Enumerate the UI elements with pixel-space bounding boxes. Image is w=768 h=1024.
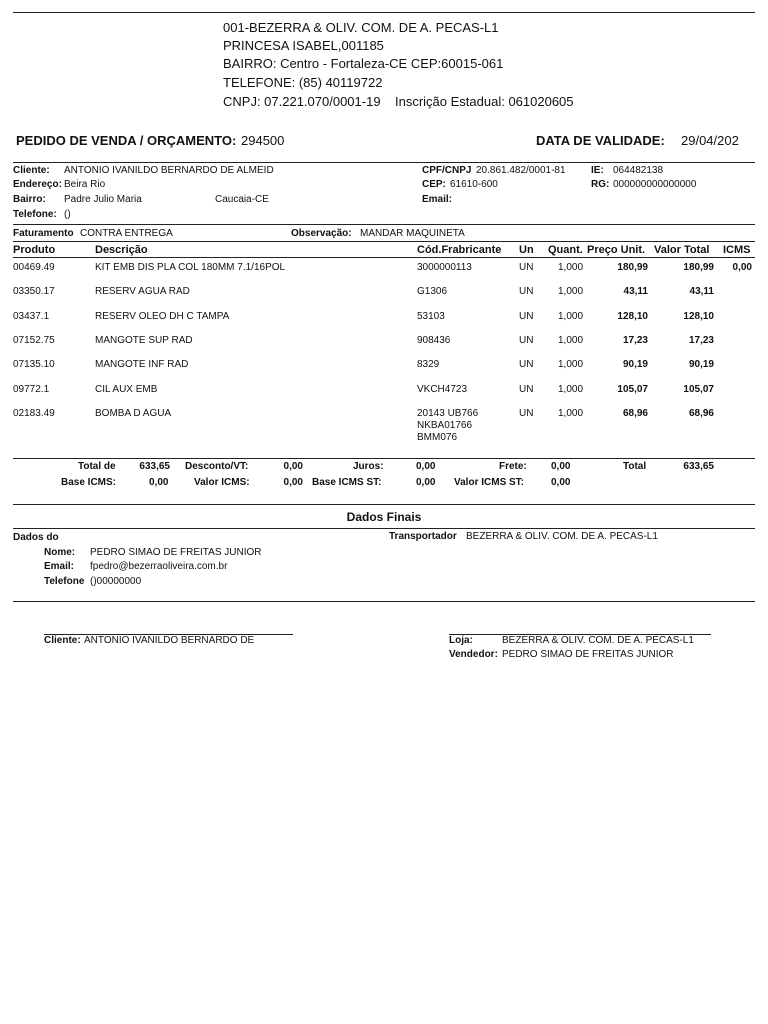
valor-icms-st-value: 0,00 bbox=[551, 477, 571, 488]
cell-total: 128,10 bbox=[683, 311, 714, 322]
base-icms-st-label: Base ICMS ST: bbox=[312, 477, 382, 488]
divider-billing bbox=[13, 224, 755, 225]
client-city: Caucaia-CE bbox=[215, 194, 269, 205]
divider-totals-top bbox=[13, 458, 755, 459]
header-un: Un bbox=[519, 244, 534, 256]
cell-preco: 43,11 bbox=[623, 286, 648, 297]
desconto-label: Desconto/VT: bbox=[185, 461, 249, 472]
divider-client-top bbox=[13, 162, 755, 163]
cell-produto: 03437.1 bbox=[13, 311, 50, 322]
base-icms-st-value: 0,00 bbox=[416, 477, 436, 488]
cell-un: UN bbox=[519, 335, 534, 346]
base-icms-value: 0,00 bbox=[149, 477, 169, 488]
cell-quant: 1,000 bbox=[558, 408, 584, 419]
observation-label: Observação: bbox=[291, 228, 352, 239]
cell-descricao: MANGOTE SUP RAD bbox=[95, 335, 193, 346]
divider-signatures bbox=[13, 601, 755, 602]
ie-label: IE: bbox=[591, 165, 604, 176]
company-cnpj: CNPJ: 07.221.070/0001-19 bbox=[223, 94, 381, 109]
total-de-label: Total de bbox=[78, 461, 116, 472]
signature-seller-name: PEDRO SIMAO DE FREITAS JUNIOR bbox=[502, 649, 674, 660]
cell-quant: 1,000 bbox=[558, 335, 584, 346]
cell-produto: 07135.10 bbox=[13, 359, 55, 370]
header-quant: Quant. bbox=[548, 244, 583, 256]
company-ie: Inscrição Estadual: 061020605 bbox=[395, 94, 574, 109]
frete-label: Frete: bbox=[499, 461, 527, 472]
transporter-label: Transportador bbox=[389, 531, 457, 542]
cell-descricao: BOMBA D AGUA bbox=[95, 408, 172, 419]
cell-descricao: MANGOTE INF RAD bbox=[95, 359, 189, 370]
juros-value: 0,00 bbox=[416, 461, 436, 472]
total-label: Total bbox=[623, 461, 647, 472]
cell-total: 17,23 bbox=[688, 335, 714, 346]
cell-un: UN bbox=[519, 286, 534, 297]
header-produto: Produto bbox=[13, 244, 56, 256]
client-cep: 61610-600 bbox=[450, 179, 498, 190]
cell-quant: 1,000 bbox=[558, 359, 584, 370]
top-divider bbox=[13, 12, 755, 13]
order-number: 294500 bbox=[241, 133, 285, 148]
dados-label: Dados do bbox=[13, 532, 59, 543]
seller-email-label: Email: bbox=[44, 561, 75, 572]
client-rg: 000000000000000 bbox=[613, 179, 697, 190]
base-icms-label: Base ICMS: bbox=[61, 477, 117, 488]
cell-produto: 02183.49 bbox=[13, 408, 55, 419]
signature-store-name: BEZERRA & OLIV. COM. DE A. PECAS-L1 bbox=[502, 635, 694, 646]
divider-table-header bbox=[13, 257, 755, 258]
cell-total: 105,07 bbox=[683, 384, 714, 395]
desconto-value: 0,00 bbox=[283, 461, 303, 472]
cell-descricao: CIL AUX EMB bbox=[95, 384, 158, 395]
company-address: PRINCESA ISABEL,001185 bbox=[223, 38, 384, 53]
juros-label: Juros: bbox=[353, 461, 384, 472]
cell-un: UN bbox=[519, 359, 534, 370]
cell-un: UN bbox=[519, 408, 534, 419]
company-district: BAIRRO: Centro - Fortaleza-CE CEP:60015-061 bbox=[223, 56, 504, 71]
client-ie: 064482138 bbox=[613, 165, 664, 176]
cell-preco: 180,99 bbox=[617, 262, 648, 273]
header-cod: Cód.Frabricante bbox=[417, 244, 502, 256]
client-name: ANTONIO IVANILDO BERNARDO DE ALMEID bbox=[64, 165, 274, 176]
company-phone: TELEFONE: (85) 40119722 bbox=[223, 75, 383, 90]
valor-icms-label: Valor ICMS: bbox=[194, 477, 250, 488]
cell-cod: 908436 bbox=[417, 335, 451, 346]
rg-label: RG: bbox=[591, 179, 610, 190]
valor-icms-value: 0,00 bbox=[283, 477, 303, 488]
seller-phone-label: Telefone bbox=[44, 576, 85, 587]
cell-preco: 68,96 bbox=[622, 408, 648, 419]
email-label: Email: bbox=[422, 194, 453, 205]
phone-label: Telefone: bbox=[13, 209, 57, 220]
cell-cod: 3000000113 bbox=[417, 262, 472, 273]
client-label: Cliente: bbox=[13, 165, 50, 176]
divider-final-title bbox=[13, 528, 755, 529]
cell-cod: 20143 UB766 bbox=[417, 408, 479, 419]
cell-quant: 1,000 bbox=[558, 311, 584, 322]
cell-quant: 1,000 bbox=[558, 262, 584, 273]
cell-total: 180,99 bbox=[683, 262, 714, 273]
validity-date: 29/04/202 bbox=[681, 133, 739, 148]
cell-un: UN bbox=[519, 311, 534, 322]
cell-quant: 1,000 bbox=[558, 384, 584, 395]
cell-descricao: KIT EMB DIS PLA COL 180MM 7.1/16POL bbox=[95, 262, 286, 273]
cell-produto: 09772.1 bbox=[13, 384, 50, 395]
cell-produto: 03350.17 bbox=[13, 286, 55, 297]
signature-client-label: Cliente: bbox=[44, 635, 81, 646]
cell-preco: 105,07 bbox=[617, 384, 648, 395]
signature-seller-label: Vendedor: bbox=[449, 649, 498, 660]
divider-table-top bbox=[13, 241, 755, 242]
header-icms: ICMS bbox=[723, 244, 751, 256]
cell-total: 43,11 bbox=[689, 286, 714, 297]
cell-cod: G1306 bbox=[417, 286, 448, 297]
total-de-value: 633,65 bbox=[139, 461, 170, 472]
header-preco: Preço Unit. bbox=[587, 244, 646, 256]
cell-cod: NKBA01766 bbox=[417, 420, 473, 431]
cell-cod: 8329 bbox=[417, 359, 440, 370]
divider-final-top bbox=[13, 504, 755, 505]
cell-total: 68,96 bbox=[688, 408, 714, 419]
valor-icms-st-label: Valor ICMS ST: bbox=[454, 477, 525, 488]
seller-phone: ()00000000 bbox=[90, 576, 142, 587]
validity-label: DATA DE VALIDADE: bbox=[536, 133, 665, 148]
seller-name: PEDRO SIMAO DE FREITAS JUNIOR bbox=[90, 547, 262, 558]
observation-value: MANDAR MAQUINETA bbox=[360, 228, 465, 239]
address-label: Endereço: bbox=[13, 179, 62, 190]
cpf-label: CPF/CNPJ bbox=[422, 165, 472, 176]
cell-un: UN bbox=[519, 262, 534, 273]
cell-produto: 00469.49 bbox=[13, 262, 55, 273]
frete-value: 0,00 bbox=[551, 461, 571, 472]
order-title-label: PEDIDO DE VENDA / ORÇAMENTO: bbox=[16, 133, 237, 148]
cell-produto: 07152.75 bbox=[13, 335, 55, 346]
cell-quant: 1,000 bbox=[558, 286, 584, 297]
cell-icms: 0,00 bbox=[732, 262, 752, 273]
client-phone: () bbox=[64, 209, 71, 220]
header-total: Valor Total bbox=[654, 244, 710, 256]
cell-total: 90,19 bbox=[688, 359, 714, 370]
final-section-title: Dados Finais bbox=[346, 510, 422, 524]
cell-cod: 53103 bbox=[417, 311, 445, 322]
client-district: Padre Julio Maria bbox=[64, 194, 142, 205]
cep-label: CEP: bbox=[422, 179, 446, 190]
cell-descricao: RESERV OLEO DH C TAMPA bbox=[95, 311, 230, 322]
district-label: Bairro: bbox=[13, 194, 46, 205]
seller-email: fpedro@bezerraoliveira.com.br bbox=[90, 561, 228, 572]
client-address: Beira Rio bbox=[64, 179, 106, 190]
cell-un: UN bbox=[519, 384, 534, 395]
billing-label: Faturamento bbox=[13, 228, 74, 239]
header-descricao: Descrição bbox=[95, 244, 148, 256]
cell-preco: 90,19 bbox=[622, 359, 648, 370]
cell-descricao: RESERV AGUA RAD bbox=[95, 286, 190, 297]
total-value: 633,65 bbox=[683, 461, 714, 472]
transporter-name: BEZERRA & OLIV. COM. DE A. PECAS-L1 bbox=[466, 531, 658, 542]
signature-client-name: ANTONIO IVANILDO BERNARDO DE bbox=[84, 635, 255, 646]
signature-store-label: Loja: bbox=[449, 635, 473, 646]
seller-name-label: Nome: bbox=[44, 547, 76, 558]
cell-preco: 128,10 bbox=[617, 311, 648, 322]
cell-cod: VKCH4723 bbox=[417, 384, 468, 395]
billing-value: CONTRA ENTREGA bbox=[80, 228, 173, 239]
cell-cod: BMM076 bbox=[417, 432, 458, 443]
cell-preco: 17,23 bbox=[622, 335, 648, 346]
company-name: 001-BEZERRA & OLIV. COM. DE A. PECAS-L1 bbox=[223, 20, 499, 35]
client-cpf: 20.861.482/0001-81 bbox=[476, 165, 566, 176]
